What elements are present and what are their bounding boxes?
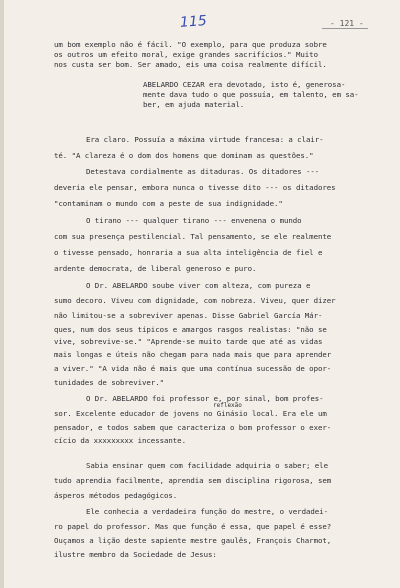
text-line: vive, sobrevive-se." "Aprende-se muito tarde que até as vidas xyxy=(54,337,323,346)
typed-page-number: - 121 - xyxy=(330,19,364,28)
text-line: tudo aprendia facilmente, aprendia sem disciplina rigorosa, sem xyxy=(54,476,332,485)
text-line: a viver." "A vida não é mais que uma contínua sucessão de opor- xyxy=(54,364,332,373)
text-line: ques, num dos seus típicos e amargos rasgos realistas: "não se xyxy=(54,325,327,334)
text-line: com sua presença pestilencial. Tal pensamento, se ele realmente xyxy=(54,232,332,241)
text-line: Era claro. Possuía a máxima virtude francesa: a clair- xyxy=(86,135,324,144)
handwritten-correction: reflexão xyxy=(213,402,242,409)
text-line: Sabia ensinar quem com facilidade adquiria o saber; ele xyxy=(86,461,328,470)
text-line: nos custa ser bom. Ser amado, eis uma coisa realmente difícil. xyxy=(54,60,327,69)
text-line: ilustre membro da Sociedade de Jesus: xyxy=(54,550,217,559)
text-line: ABELARDO CEZAR era devotado, isto é, generosa- xyxy=(143,80,346,89)
text-line: ber, em ajuda material. xyxy=(143,100,245,109)
text-line: ardente democrata, de liberal generoso e puro. xyxy=(54,264,257,273)
text-line: O Dr. ABELARDO soube viver com alteza, com pureza e xyxy=(86,281,311,290)
text-line: tunidades de sobreviver." xyxy=(54,378,164,387)
handwritten-page-number: 115 xyxy=(179,13,208,31)
text-line: O tirano --- qualquer tirano --- envenena o mundo xyxy=(86,216,302,225)
text-line: cício da xxxxxxxxx incessante. xyxy=(54,436,186,445)
text-line: não limitou-se a sobreviver apenas. Disse Gabriel García Már- xyxy=(54,311,323,320)
page-number-rule xyxy=(322,28,368,29)
text-line: um bom exemplo não é fácil. "O exemplo, para que produza sobre xyxy=(54,40,327,49)
text-line: o tivesse pensado, honraria a sua alta inteligência de fiel e xyxy=(54,248,323,257)
text-line: os outros um efeito moral, exige grandes sacrifícios." Muito xyxy=(54,50,318,59)
text-line: sor. Excelente educador de jovens no Ginásio local. Era ele um xyxy=(54,409,327,418)
text-line: O Dr. ABELARDO foi professor e, por sinal, bom profes- xyxy=(86,394,324,403)
text-line: deveria ele pensar, embora nunca o tivesse dito --- os ditadores xyxy=(54,183,336,192)
text-line: Ouçamos a lição deste sapiente mestre gaulês, François Charmot, xyxy=(54,536,332,545)
text-line: ásperos métodos pedagógicos. xyxy=(54,491,178,500)
text-line: Ele conhecia a verdadeira função do mestre, o verdadei- xyxy=(86,507,328,516)
text-line: té. "A clareza é o dom dos homens que dominam as questões." xyxy=(54,151,314,160)
text-line: mente dava tudo o que possuía, em talento, em sa- xyxy=(143,90,359,99)
text-line: Detestava cordialmente as ditaduras. Os ditadores --- xyxy=(86,167,320,176)
text-line: pensador, e todos sabem que caracteriza o bom professor o exer- xyxy=(54,423,332,432)
text-line: mais longas e úteis não chegam para nada mais que para aprender xyxy=(54,350,332,359)
text-line: "contaminam o mundo com a peste de sua indignidade." xyxy=(54,199,283,208)
text-line: ro papel do professor. Mas que função é essa, que papel é esse? xyxy=(54,522,332,531)
text-line: sumo decoro. Viveu com dignidade, com nobreza. Viveu, quer dizer xyxy=(54,296,336,305)
